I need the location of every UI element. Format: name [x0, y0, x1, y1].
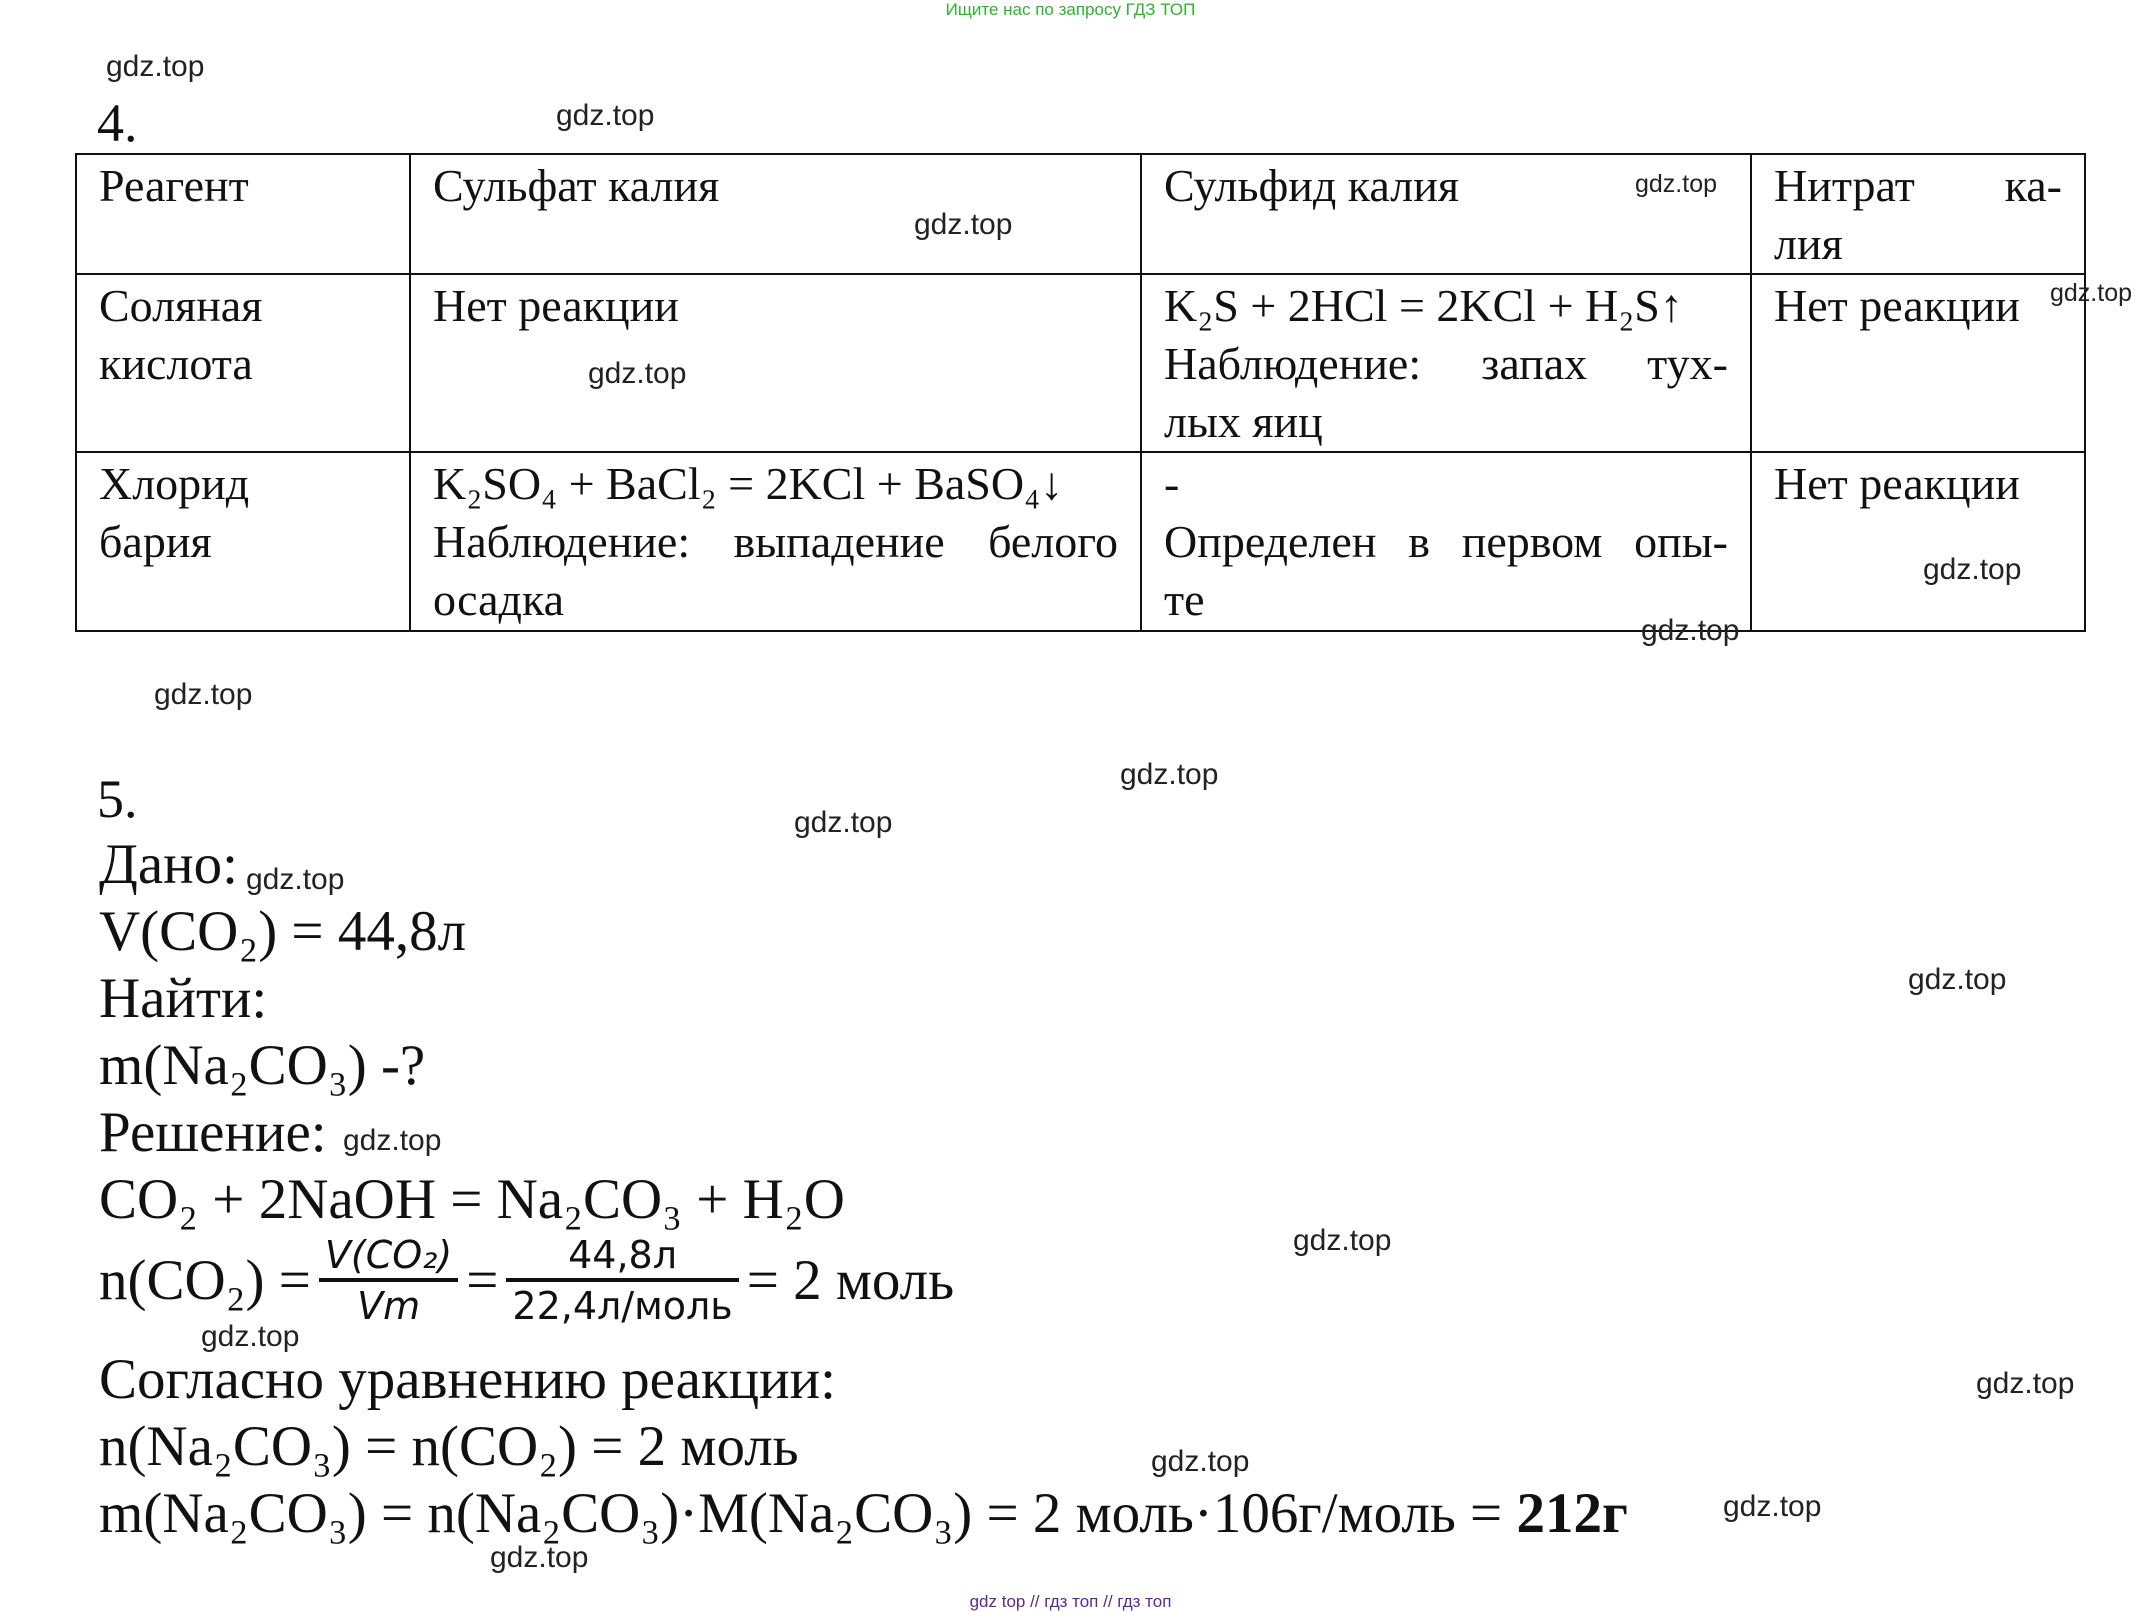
cell-sulfate-hcl: Нет реакции — [410, 274, 1141, 452]
task5-number: 5. — [97, 769, 138, 829]
watermark: gdz.top — [106, 50, 205, 83]
header-sulfide: Сульфид калия — [1141, 154, 1751, 274]
top-banner: Ищите нас по запросу ГДЗ ТОП — [945, 0, 1196, 19]
watermark: gdz.top — [1293, 1224, 1392, 1257]
cell-sulfide-bacl2: - Определен в первом опы- те — [1141, 452, 1751, 631]
reaction-table — [75, 153, 2086, 632]
watermark: gdz.top — [794, 806, 893, 839]
mole-calculation — [99, 1232, 954, 1330]
watermark: gdz.top — [1723, 1490, 1822, 1523]
cell-reagent-bacl2: Хлорид бария — [76, 452, 410, 631]
header-nitrate: Нитрат ка- лия — [1751, 154, 2085, 274]
watermark: gdz.top — [2050, 279, 2133, 307]
cell-sulfide-hcl: K₂S + 2HCl = 2KCl + H₂S↑ Наблюдение: запах тух- лых яиц — [1141, 274, 1751, 452]
solution-label: Решение: — [99, 1101, 327, 1164]
watermark: gdz.top — [1908, 963, 2007, 996]
fraction2-denominator: 22,4л/моль — [512, 1284, 733, 1328]
mole-equality: n(Na₂CO₃) = n(CO₂) = 2 моль — [99, 1415, 799, 1478]
n-lhs: n(CO₂) = — [99, 1249, 311, 1312]
watermark: gdz.top — [201, 1320, 300, 1353]
fraction-values — [506, 1232, 738, 1330]
fraction-volume-ratio — [319, 1232, 458, 1330]
find-value: m(Na₂CO₃) -? — [99, 1034, 426, 1097]
cell-sulfate-bacl2: K₂SO₄ + BaCl₂ = 2KCl + BaSO₄↓ Наблюдение: выпадение белого осадка — [410, 452, 1141, 631]
according-text: Согласно уравнению реакции: — [99, 1348, 836, 1411]
watermark: gdz.top — [914, 208, 1013, 241]
watermark: gdz.top — [1976, 1367, 2075, 1400]
header-sulfate: Сульфат калия — [410, 154, 1141, 274]
watermark: gdz.top — [1923, 553, 2022, 586]
cell-nitrate-hcl: Нет реакции — [1751, 274, 2085, 452]
mass-calculation — [99, 1481, 1628, 1547]
table-row-hcl — [76, 274, 2085, 452]
task4-number: 4. — [97, 93, 138, 153]
reaction-equation: CO₂ + 2NaOH = Na₂CO₃ + H₂O — [99, 1168, 845, 1231]
equals-sign: = — [466, 1249, 499, 1312]
watermark: gdz.top — [588, 357, 687, 390]
fraction2-numerator: 44,8л — [568, 1233, 678, 1277]
watermark: gdz.top — [343, 1124, 442, 1157]
watermark: gdz.top — [154, 678, 253, 711]
watermark: gdz.top — [1635, 170, 1718, 198]
watermark: gdz.top — [490, 1541, 589, 1574]
cell-reagent-hcl: Соляная кислота — [76, 274, 410, 452]
table-header-row — [76, 154, 2085, 274]
fraction1-numerator: V(CO₂) — [324, 1233, 453, 1277]
mass-expression: m(Na₂CO₃) = n(Na₂CO₃)·M(Na₂CO₃) = 2 моль·106г/моль = — [99, 1482, 1517, 1545]
table-row-bacl2 — [76, 452, 2085, 631]
watermark: gdz.top — [1641, 614, 1740, 647]
watermark: gdz.top — [1120, 758, 1219, 791]
mass-answer: 212г — [1516, 1482, 1628, 1545]
watermark: gdz.top — [556, 99, 655, 132]
fraction1-denominator: Vm — [357, 1284, 421, 1328]
footer-links: gdz top // гдз топ // гдз топ — [969, 1592, 1172, 1611]
given-label: Дано: — [99, 833, 239, 896]
cell-nitrate-bacl2: Нет реакции — [1751, 452, 2085, 631]
watermark: gdz.top — [1151, 1445, 1250, 1478]
header-reagent: Реагент — [76, 154, 410, 274]
watermark: gdz.top — [246, 863, 345, 896]
given-value: V(CO₂) = 44,8л — [99, 900, 467, 963]
mole-result: = 2 моль — [746, 1249, 955, 1312]
find-label: Найти: — [99, 967, 268, 1030]
